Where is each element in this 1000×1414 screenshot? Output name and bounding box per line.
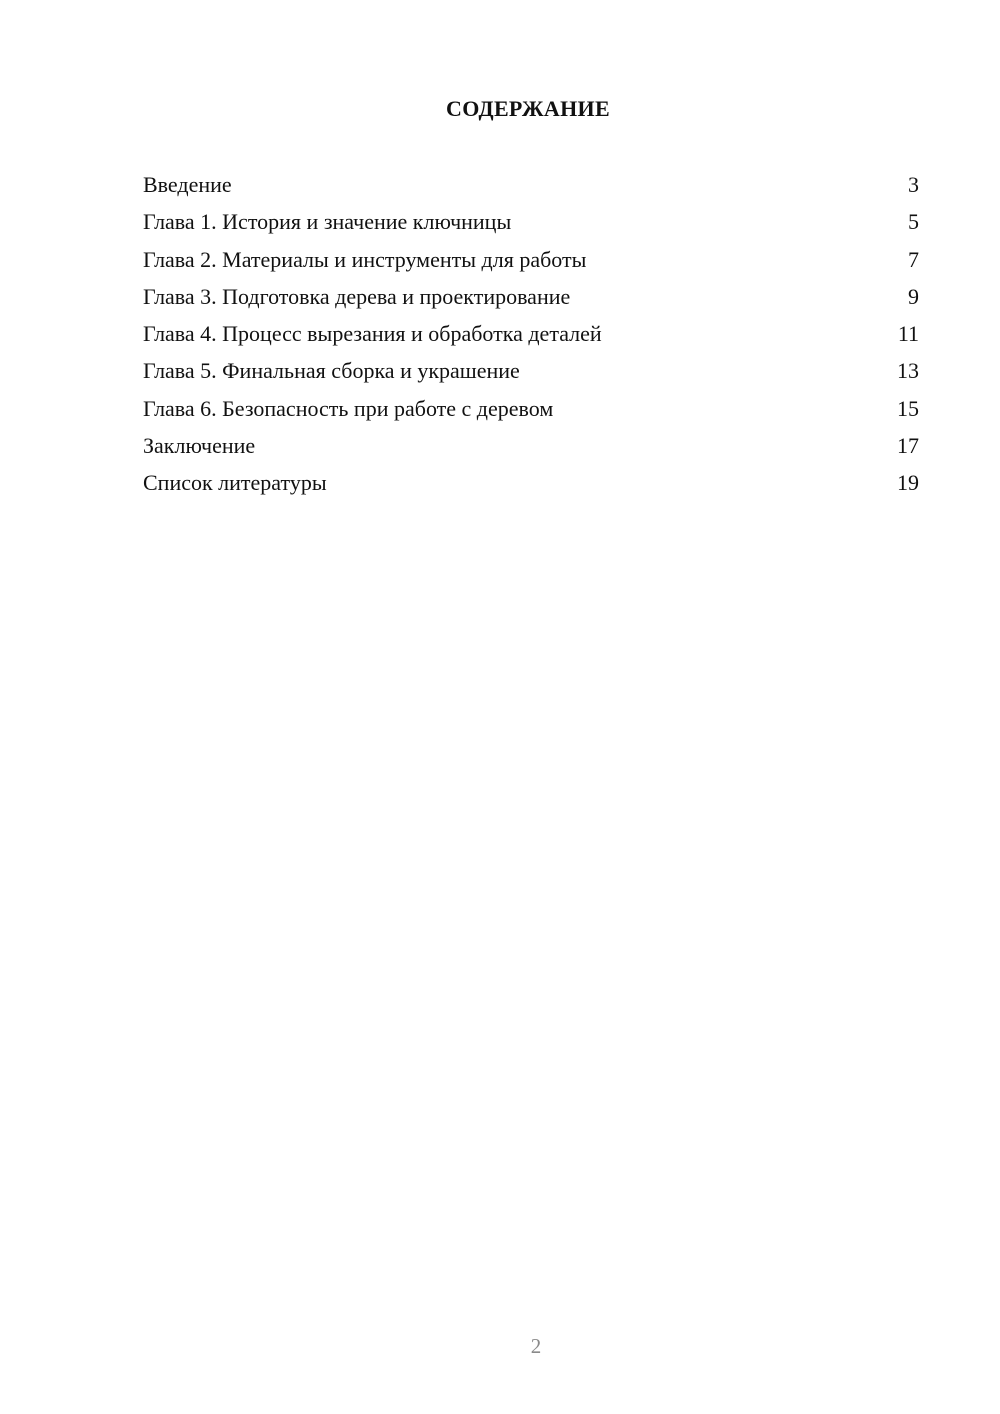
toc-entry-page: 19 [897, 470, 919, 496]
toc-entry-chapter-3 [143, 280, 919, 317]
toc-entry-page: 7 [908, 246, 919, 272]
toc-entry-page: 9 [908, 283, 919, 309]
toc-entry-title: Список литературы [143, 470, 327, 496]
toc-entry-chapter-4 [143, 317, 919, 354]
toc-entry-title: Глава 6. Безопасность при работе с деревом [143, 395, 554, 421]
toc-entry-chapter-2 [143, 243, 919, 280]
toc-entry-conclusion [143, 429, 919, 466]
toc-entry-title: Введение [143, 172, 232, 197]
toc-entry-page: 11 [897, 321, 919, 347]
toc-entry-page: 5 [908, 209, 919, 235]
toc-entry-chapter-5 [143, 354, 919, 391]
toc-entry-chapter-6 [143, 392, 919, 429]
toc-entry-page: 15 [897, 395, 919, 421]
toc-entry-title: Глава 3. Подготовка дерева и проектирование [143, 283, 571, 309]
toc-entry-title: Глава 5. Финальная сборка и украшение [143, 358, 520, 384]
toc-entry-page: 17 [897, 433, 919, 459]
toc-entry-page: 3 [908, 172, 919, 197]
toc-entry-title: Глава 2. Материалы и инструменты для работы [143, 246, 587, 272]
toc-entry-introduction [143, 168, 919, 205]
page-number: 2 [530, 1334, 542, 1358]
page-title: СОДЕРЖАНИЕ [446, 96, 610, 121]
toc-entry-title: Заключение [143, 433, 256, 459]
table-of-contents [143, 168, 919, 504]
toc-entry-bibliography [143, 466, 919, 503]
toc-entry-chapter-1 [143, 205, 919, 242]
toc-entry-page: 13 [897, 358, 919, 384]
toc-entry-title: Глава 4. Процесс вырезания и обработка деталей [143, 321, 602, 347]
toc-entry-title: Глава 1. История и значение ключницы [143, 209, 512, 235]
